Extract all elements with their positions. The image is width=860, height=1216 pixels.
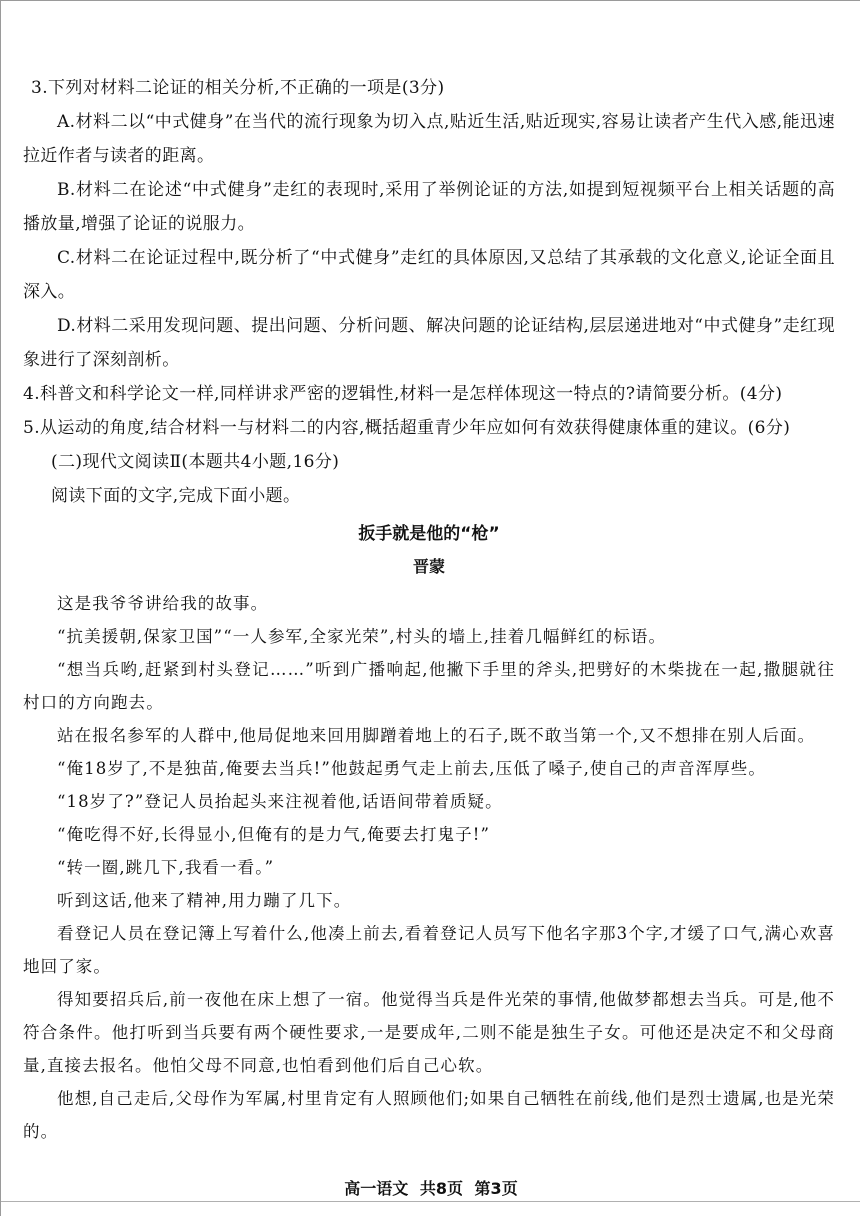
section-heading: (二)现代文阅读Ⅱ(本题共4小题,16分) xyxy=(51,452,340,472)
story-paragraph: 得知要招兵后,前一夜他在床上想了一宿。他觉得当兵是件光荣的事情,他做梦都想去当兵。可是,他不符合条件。他打听到当兵要有两个硬性要求,一是要成年,二则不能是独生子女。可他还是决定不和父母商量,直接去报名。他怕父母不同意,也怕看到他们后自己心软。 xyxy=(23,990,835,1075)
story-paragraph: 他想,自己走后,父母作为军属,村里肯定有人照顾他们;如果自己牺牲在前线,他们是烈士遗属,也是光荣的。 xyxy=(23,1089,835,1141)
story-paragraph: “俺18岁了,不是独苗,俺要去当兵!”他鼓起勇气走上前去,压低了嗓子,使自己的声音浑厚些。 xyxy=(57,759,766,778)
page-footer: 高一语文 共8页 第3页 xyxy=(344,1179,518,1198)
story-paragraph: “转一圈,跳几下,我看一看。” xyxy=(57,858,275,877)
story-paragraph: “想当兵哟,赶紧到村头登记……”听到广播响起,他撇下手里的斧头,把劈好的木柴拢在一起,撒腿就往村口的方向跑去。 xyxy=(23,660,835,712)
story-paragraph: “俺吃得不好,长得显小,但俺有的是力气,俺要去打鬼子!” xyxy=(57,825,491,844)
question-3-stem: 3.下列对材料二论证的相关分析,不正确的一项是(3分) xyxy=(31,78,445,98)
story-paragraph: 站在报名参军的人群中,他局促地来回用脚蹭着地上的石子,既不敢当第一个,又不想排在别人后面。 xyxy=(57,726,816,745)
story-author: 晋蒙 xyxy=(412,557,445,576)
story-body xyxy=(23,587,835,1148)
question-4: 4.科普文和科学论文一样,同样讲求严密的逻辑性,材料一是怎样体现这一特点的?请简要分析。(4分) xyxy=(23,384,783,404)
question-3-option-a: A.材料二以“中式健身”在当代的流行现象为切入点,贴近生活,贴近现实,容易让读者产生代入感,能迅速拉近作者与读者的距离。 xyxy=(23,112,835,166)
question-5: 5.从运动的角度,结合材料一与材料二的内容,概括超重青少年应如何有效获得健康体重的建议。(6分) xyxy=(23,418,791,438)
story-paragraph: 听到这话,他来了精神,用力蹦了几下。 xyxy=(57,891,352,910)
question-3-option-d: D.材料二采用发现问题、提出问题、分析问题、解决问题的论证结构,层层递进地对“中式健身”走红现象进行了深刻剖析。 xyxy=(23,316,835,370)
story-paragraph: “18岁了?”登记人员抬起头来注视着他,话语间带着质疑。 xyxy=(57,792,503,811)
question-3-option-b: B.材料二在论述“中式健身”走红的表现时,采用了举例论证的方法,如提到短视频平台上相关话题的高播放量,增强了论证的说服力。 xyxy=(23,180,835,234)
story-paragraph: 这是我爷爷讲给我的故事。 xyxy=(57,594,269,613)
question-3-option-c: C.材料二在论证过程中,既分析了“中式健身”走红的具体原因,又总结了其承载的文化意义,论证全面且深入。 xyxy=(23,248,835,302)
story-title: 扳手就是他的“枪” xyxy=(358,524,500,544)
page-content xyxy=(23,71,835,1148)
section-instruction: 阅读下面的文字,完成下面小题。 xyxy=(51,486,301,506)
bottom-divider xyxy=(1,1201,860,1202)
story-paragraph: “抗美援朝,保家卫国”“一人参军,全家光荣”,村头的墙上,挂着几幅鲜红的标语。 xyxy=(57,627,667,646)
story-paragraph: 看登记人员在登记簿上写着什么,他凑上前去,看着登记人员写下他名字那3个字,才缓了口气,满心欢喜地回了家。 xyxy=(23,924,835,976)
